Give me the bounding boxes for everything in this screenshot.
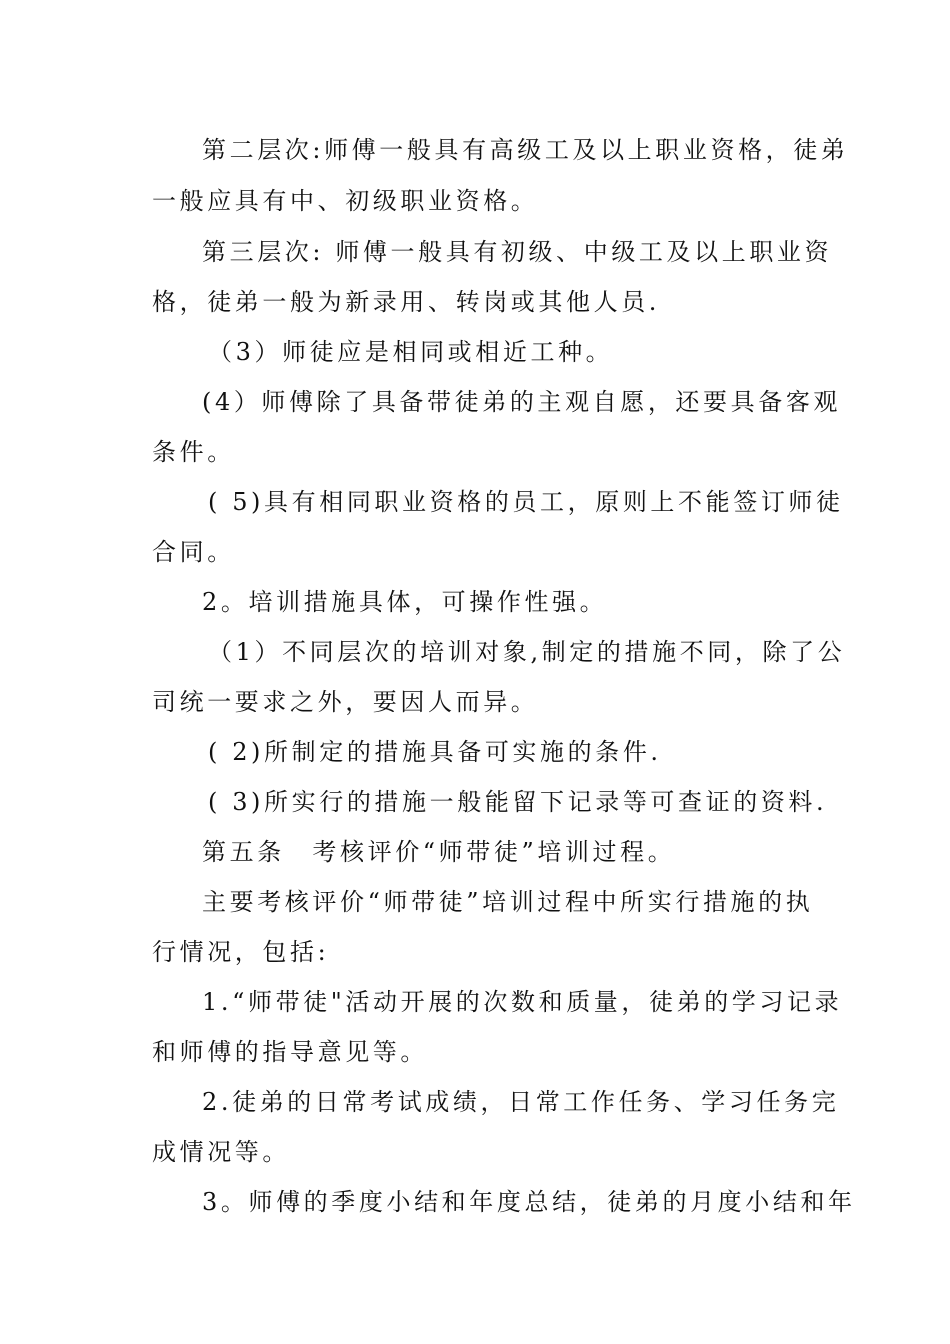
paragraph-line: 第三层次: 师傅一般具有初级、中级工及以上职业资 [202,238,833,266]
paragraph-line: (4）师傅除了具备带徒弟的主观自愿，还要具备客观 [202,388,842,416]
paragraph-line: 2。培训措施具体，可操作性强。 [202,588,608,616]
paragraph-line: 司统一要求之外，要因人而异。 [152,688,539,716]
paragraph-line: 和师傅的指导意见等。 [152,1038,428,1066]
paragraph-line: ( 5)具有相同职业资格的员工，原则上不能签订师徒 [208,488,844,516]
paragraph-line: ( 2)所制定的措施具备可实施的条件. [208,738,662,766]
paragraph-line: （3）师徒应是相同或相近工种。 [208,338,614,366]
paragraph-line: 第五条 考核评价“师带徒”培训过程。 [202,838,676,866]
paragraph-line: 主要考核评价“师带徒”培训过程中所实行措施的执 [202,888,814,916]
paragraph-line: ( 3)所实行的措施一般能留下记录等可查证的资料. [208,788,828,816]
paragraph-line: 第二层次:师傅一般具有高级工及以上职业资格，徒弟 [202,136,849,164]
paragraph-line: 成情况等。 [152,1138,290,1166]
paragraph-line: （1）不同层次的培训对象,制定的措施不同，除了公 [208,638,846,666]
paragraph-line: 行情况，包括: [152,938,330,966]
paragraph-line: 3。师傅的季度小结和年度总结，徒弟的月度小结和年 [202,1188,856,1216]
paragraph-line: 格，徒弟一般为新录用、转岗或其他人员. [152,288,661,316]
paragraph-line: 条件。 [152,438,235,466]
paragraph-line: 一般应具有中、初级职业资格。 [152,187,539,215]
paragraph-line: 1.“师带徒"活动开展的次数和质量，徒弟的学习记录 [202,988,843,1016]
paragraph-line: 合同。 [152,538,235,566]
paragraph-line: 2.徒弟的日常考试成绩，日常工作任务、学习任务完 [202,1088,840,1116]
